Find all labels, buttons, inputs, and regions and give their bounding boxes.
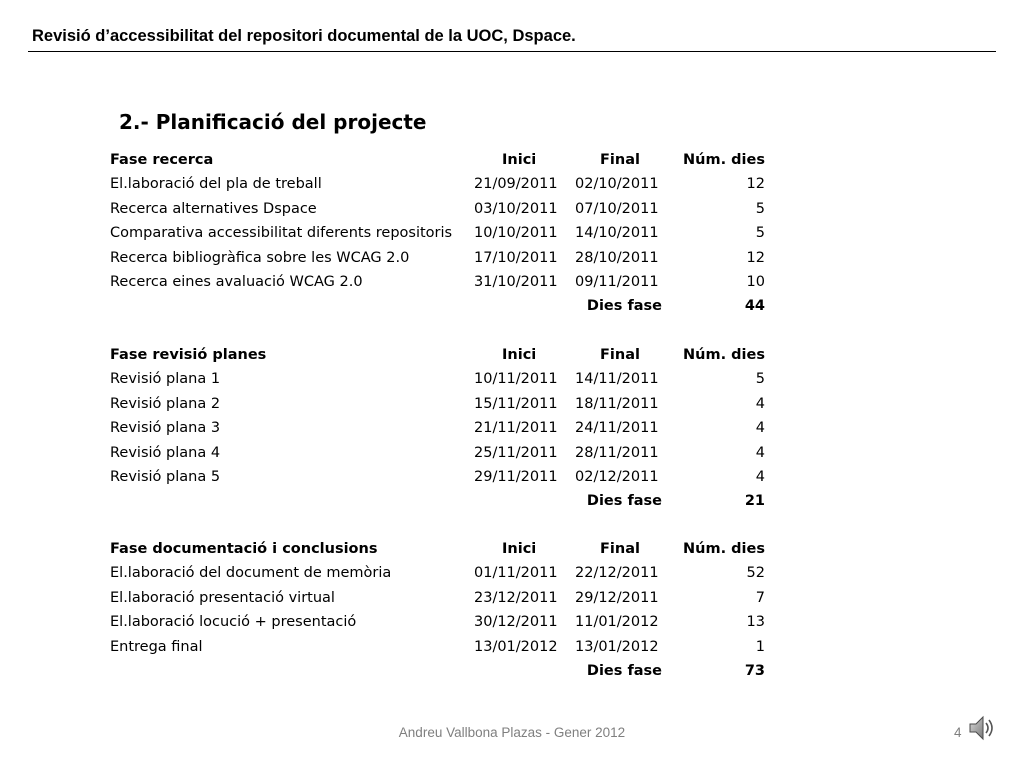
task-end-date: 07/10/2011 — [575, 200, 659, 217]
task-start-date: 03/10/2011 — [474, 200, 558, 217]
page-number: 4 — [954, 725, 962, 740]
table-row — [0, 467, 1024, 491]
task-days: 1 — [755, 638, 765, 655]
task-name: Revisió plana 4 — [110, 444, 221, 461]
phase-total-row — [0, 296, 1024, 320]
table-row — [0, 174, 1024, 198]
task-days: 52 — [746, 565, 765, 582]
task-days: 10 — [746, 274, 765, 290]
column-header-days: Núm. dies — [683, 152, 765, 168]
task-name: Comparativa accessibilitat diferents repositoris — [110, 225, 453, 242]
task-end-date: 28/11/2011 — [575, 444, 659, 461]
task-days: 5 — [755, 371, 765, 388]
phase-total-label: Dies fase — [586, 663, 662, 679]
task-end-date: 02/10/2011 — [575, 176, 659, 193]
task-start-date: 23/12/2011 — [474, 589, 558, 606]
header-divider — [28, 51, 996, 52]
task-start-date: 21/09/2011 — [474, 176, 558, 193]
task-name: El.laboració locució + presentació — [110, 614, 357, 631]
task-end-date: 18/11/2011 — [575, 395, 659, 412]
task-start-date: 25/11/2011 — [474, 444, 558, 461]
section-title: 2.- Planificació del projecte — [119, 110, 427, 134]
phase-header-row — [0, 150, 1024, 174]
task-name: Recerca alternatives Dspace — [110, 200, 317, 217]
column-header-end: Final — [600, 541, 640, 557]
task-name: Revisió plana 5 — [110, 469, 221, 485]
task-name: Entrega final — [110, 638, 203, 655]
table-row — [0, 248, 1024, 272]
task-start-date: 29/11/2011 — [474, 469, 558, 485]
table-row — [0, 223, 1024, 247]
phase-name: Fase revisió planes — [110, 347, 267, 363]
task-days: 7 — [755, 589, 765, 606]
footer-author: Andreu Vallbona Plazas - Gener 2012 — [398, 725, 626, 740]
task-days: 4 — [755, 420, 765, 437]
table-row — [0, 199, 1024, 223]
phase-header-row — [0, 345, 1024, 369]
task-name: El.laboració del document de memòria — [110, 565, 392, 582]
phase-total-label: Dies fase — [586, 493, 662, 510]
column-header-days: Núm. dies — [683, 541, 765, 557]
task-end-date: 13/01/2012 — [575, 638, 659, 655]
task-end-date: 14/10/2011 — [575, 225, 659, 242]
table-row — [0, 418, 1024, 442]
table-row — [0, 272, 1024, 296]
task-name: Recerca bibliogràfica sobre les WCAG 2.0 — [110, 249, 410, 266]
task-start-date: 10/11/2011 — [474, 371, 558, 388]
phase-total-row — [0, 661, 1024, 685]
column-header-days: Núm. dies — [683, 347, 765, 363]
task-days: 12 — [746, 249, 765, 266]
task-start-date: 01/11/2011 — [474, 565, 558, 582]
task-start-date: 15/11/2011 — [474, 395, 558, 412]
phase-total-row — [0, 491, 1024, 515]
slide-header-title: Revisió d’accessibilitat del repositori documental de la UOC, Dspace. — [32, 27, 576, 45]
task-end-date: 24/11/2011 — [575, 420, 659, 437]
task-name: El.laboració del pla de treball — [110, 176, 322, 193]
task-end-date: 28/10/2011 — [575, 249, 659, 266]
task-start-date: 30/12/2011 — [474, 614, 558, 631]
speaker-icon[interactable] — [967, 712, 997, 744]
task-name: Revisió plana 1 — [110, 371, 221, 388]
task-days: 13 — [746, 614, 765, 631]
table-row — [0, 443, 1024, 467]
task-start-date: 31/10/2011 — [474, 274, 558, 290]
task-start-date: 21/11/2011 — [474, 420, 558, 437]
phase-header-row — [0, 539, 1024, 563]
task-days: 5 — [755, 225, 765, 242]
phase-total-days: 44 — [744, 298, 765, 315]
task-end-date: 11/01/2012 — [575, 614, 659, 631]
phase-total-label: Dies fase — [586, 298, 662, 315]
task-start-date: 13/01/2012 — [474, 638, 558, 655]
task-name: El.laboració presentació virtual — [110, 589, 335, 606]
table-row — [0, 563, 1024, 587]
task-name: Revisió plana 3 — [110, 420, 221, 437]
task-end-date: 22/12/2011 — [575, 565, 659, 582]
task-days: 4 — [755, 444, 765, 461]
table-row — [0, 394, 1024, 418]
task-start-date: 17/10/2011 — [474, 249, 558, 266]
phase-name: Fase documentació i conclusions — [110, 541, 378, 557]
phase-total-days: 73 — [744, 663, 765, 679]
table-row — [0, 637, 1024, 661]
table-row — [0, 588, 1024, 612]
column-header-start: Inici — [502, 541, 537, 557]
task-end-date: 09/11/2011 — [575, 274, 659, 290]
task-days: 12 — [746, 176, 765, 193]
task-name: Recerca eines avaluació WCAG 2.0 — [110, 274, 363, 290]
column-header-end: Final — [600, 347, 640, 363]
table-row — [0, 369, 1024, 393]
task-end-date: 02/12/2011 — [575, 469, 659, 485]
task-days: 4 — [755, 469, 765, 485]
task-days: 4 — [755, 395, 765, 412]
column-header-start: Inici — [502, 152, 537, 168]
table-row — [0, 612, 1024, 636]
task-name: Revisió plana 2 — [110, 395, 221, 412]
task-end-date: 29/12/2011 — [575, 589, 659, 606]
column-header-start: Inici — [502, 347, 537, 363]
task-days: 5 — [755, 200, 765, 217]
column-header-end: Final — [600, 152, 640, 168]
task-start-date: 10/10/2011 — [474, 225, 558, 242]
phase-name: Fase recerca — [110, 152, 214, 168]
phase-total-days: 21 — [744, 493, 765, 510]
task-end-date: 14/11/2011 — [575, 371, 659, 388]
